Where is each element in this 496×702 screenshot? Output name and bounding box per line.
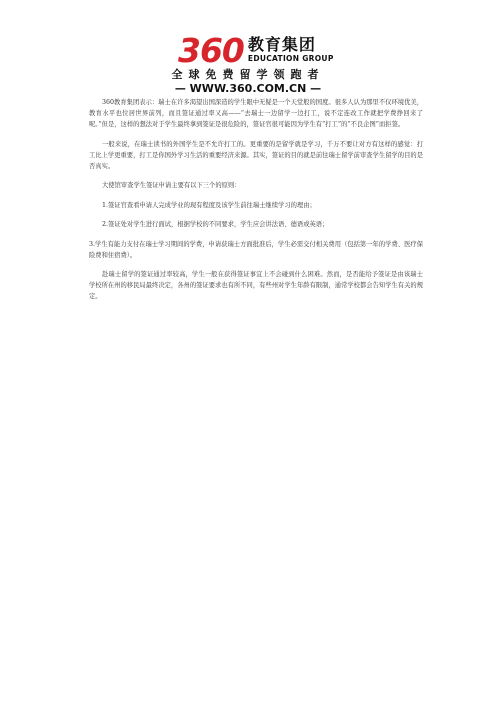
logo-chinese-name: 教育集团 xyxy=(247,35,316,54)
paragraph-work-rules: 一般来说，在瑞士读书的外国学生是不允许打工的。更重要的是留学就是学习，千万不要让对方有这样的感觉：打工比上学更重要，打工是你国外学习生活的重要经济来源。其实，签证的目的就是前往瑞士留学前审查学生留学的目的是否真实。 xyxy=(89,140,423,170)
paragraph-principle-1: 1.签证官查看申请人完成学业的现有程度及该学生前往瑞士继续学习的理由； xyxy=(102,201,316,209)
paragraph-principles-heading: 大使馆审查学生签证申请主要有以下三个的原则： xyxy=(102,182,241,189)
paragraph-principle-3: 3.学生有能力支付在瑞士学习期间的学费，申请获瑞士方面批准后，学生必需交付相关费用（包括第一年的学费、医疗保险费和住宿费）。 xyxy=(89,240,423,259)
logo xyxy=(178,31,334,70)
paragraph-conclusion: 赴瑞士留学的签证通过率较高，学生一般在获得签证事宜上不会碰到什么困难。然而，是否能给予签证是由该瑞士学校所在州的移民局最终决定，各州的签证要求也有所不同，有些州对学生年龄有限制，通常学校都会告知学生有关的规定。 xyxy=(89,271,423,300)
header xyxy=(0,0,496,95)
slogan: 全球免费留学领跑者 xyxy=(171,68,325,81)
website-url: — WWW.360.COM.CN — xyxy=(174,82,322,95)
logo-english-name: EDUCATION GROUP xyxy=(247,54,334,63)
paragraph-intro: 360教育集团表示：瑞士在许多渴望出国深造的学生眼中无疑是一个天堂般的国度。很多人认为那里不仅环境优美，教育水平也位居世界前列，而且签证通过率又高——“去瑞士一边留学一边打工，说不定连改工作就把学费挣回来了呢。”但是，这样的想法对于学生最终拿到签证是很危险的，签证官很可能因为学生有“打工”的“不良企图”而拒签。 xyxy=(89,99,423,128)
paragraph-principle-2: 2.签证处对学生进行面试，根据学校的不同要求，学生应会讲法语、德语或英语； xyxy=(102,221,329,228)
logo-text xyxy=(248,35,334,64)
article-body xyxy=(89,97,423,311)
logo-number: 360 xyxy=(178,31,244,70)
